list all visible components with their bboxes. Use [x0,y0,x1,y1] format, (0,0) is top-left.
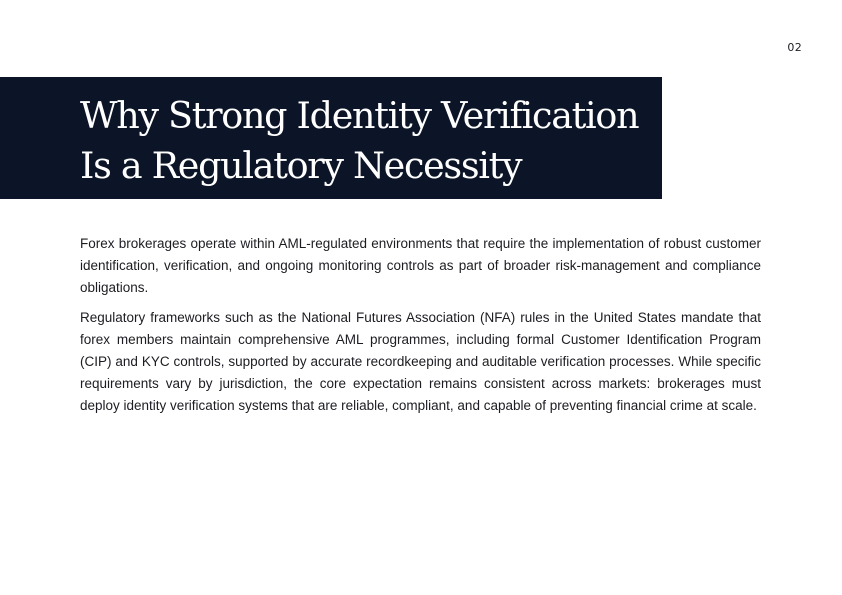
title-band [0,77,662,199]
paragraph-intro: Forex brokerages operate within AML-regulated environments that require the implementation of robust customer identification, verification, and ongoing monitoring controls as part of broader risk-management and compliance obligations. [80,236,761,295]
page-title [80,91,655,191]
page-title-line-1: Why Strong Identity Verification [80,94,639,137]
body-text [80,233,761,425]
page-number: 02 [787,41,802,54]
paragraph-regulatory-frameworks: Regulatory frameworks such as the National Futures Association (NFA) rules in the United States mandate that forex members maintain comprehensive AML programmes, including formal Customer Identification Program (CIP) and KYC controls, supported by accurate recordkeeping and auditable verification processes. While specific requirements vary by jurisdiction, the core expectation remains consistent across markets: brokerages must deploy identity verification systems that are reliable, compliant, and capable of preventing financial crime at scale. [80,310,761,413]
page-title-line-2: Is a Regulatory Necessity [80,144,522,187]
